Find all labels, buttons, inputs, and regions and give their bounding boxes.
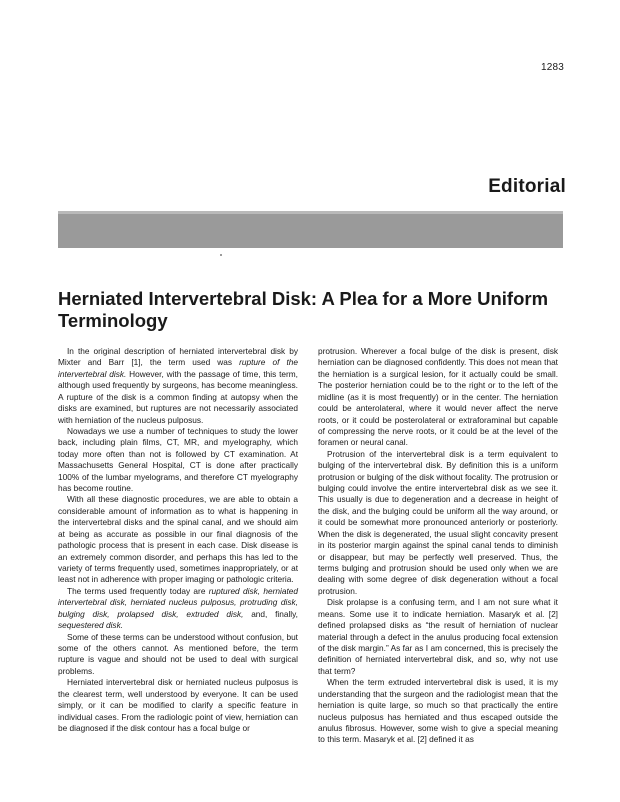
text-run: In the original description of herniated intervertebral disk by Mixter and Barr [1], the term used was (58, 346, 298, 368)
paragraph: protrusion. Wherever a focal bulge of the disk is present, disk herniation can be diagnosed confidently. This does not mean that the herniation is a surgical lesion, for it actually could be small. The posterior herniation could be to the right or to the left of the midline (as it is most frequently) or in the center. The herniation could be anterolateral, where it would never affect the nerve roots, or it could be posterolateral or extraforaminal but capable of compressing the nerve roots, or it could be at the level of the foramen or neural canal. (318, 346, 558, 448)
paragraph (58, 346, 298, 426)
paragraph: Herniated intervertebral disk or herniated nucleus pulposus is the clearest term, well understood by everyone. It can be used simply, or it can be modified to clarify a specific feature in individual cases. From the radiologic point of view, herniation can be diagnosed if the disk contour has a focal bulge or (58, 677, 298, 733)
italic-term: sequestered disk. (58, 620, 124, 631)
header-band-edge (58, 211, 563, 214)
text-run: and, finally, (243, 608, 298, 619)
paragraph: When the term extruded intervertebral disk is used, it is my understanding that the surgeon and the radiologist mean that the herniation is quite large, so much so that practically the entire nucleus pulposus has herniated and thus escaped outside the anulus fibrosus. However, some wish to give a special meaning to this term. Masaryk et al. [2] defined it as (318, 677, 558, 745)
article-title: Herniated Intervertebral Disk: A Plea for a More Uniform Terminology (58, 288, 549, 331)
paragraph: Some of these terms can be understood without confusion, but some of the others cannot. As mentioned before, the term rupture is vague and should not be used to deal with surgical problems. (58, 631, 298, 676)
page-number: 1283 (540, 62, 564, 73)
paragraph: With all these diagnostic procedures, we are able to obtain a considerable amount of information as to what is happening in the intervertebral disks and the spinal canal, and we should aim at being as accurate as possible in our final diagnosis of the pathologic process that is present in each case. Disk disease is an extremely common disorder, and perhaps this has led to the variety of terms frequently used, sometimes inappropriately, or at least not in adherence with proper imaging or pathologic criteria. (58, 494, 298, 585)
italic-term: rupture of the intervertebral disk. (58, 357, 298, 379)
text-run: However, with the passage of time, this term, although used frequently by surgeons, has become meaningless. A rupture of the disk is a common finding at autopsy when the disks are examined, but ruptures are not necessarily associated with herniation of the nucleus pulposus. (58, 368, 298, 425)
paragraph: Disk prolapse is a confusing term, and I am not sure what it means. Some use it to indicate herniation. Masaryk et al. [2] defined prolapsed disks as “the result of herniation of nuclear material through a defect in the anulus producing focal extension of the disk margin.” As far as I am concerned, this is precisely the definition of herniated intervertebral disk, and so, why not use that term? (318, 597, 558, 676)
paragraph (58, 586, 298, 632)
paragraph: Protrusion of the intervertebral disk is a term equivalent to bulging of the intervertebral disk. By definition this is a uniform protrusion or bulging of the disk without focality. The protrusion or bulging could involve the entire intervertebral disk as we see it. This usually is due to degeneration and a decrease in height of the disk, and the bulging could be uniform all the way around, or it could be somewhat more pronounced anteriorly or posteriorly. When the disk is degenerated, the usual slight concavity present in its posterior margin against the spinal canal tends to diminish or disappear, but may be perfectly well preserved. Thus, the terms bulging and protrusion should be used only when we are dealing with some degree of disk degeneration without a focal protrusion. (318, 448, 558, 596)
header-band (58, 211, 563, 248)
text-run: The terms used frequently today are (67, 585, 209, 596)
right-column (318, 346, 558, 746)
italic-terms: ruptured disk, herniated intervertebral disk, herniated nucleus pulposus, protruding disk, bulging disk, prolapsed disk, extruded disk, (58, 585, 298, 619)
left-column (58, 346, 298, 734)
section-label: Editorial (488, 176, 566, 197)
scan-speck (220, 254, 222, 256)
paragraph: Nowadays we use a number of techniques to study the lower back, including plain films, CT, MR, and myelography, which today more often than not is followed by CT examination. At Massachusetts General Hospital, CT is done after practically 100% of the lumbar myelograms, and therefore CT myelography has become routine. (58, 425, 298, 494)
